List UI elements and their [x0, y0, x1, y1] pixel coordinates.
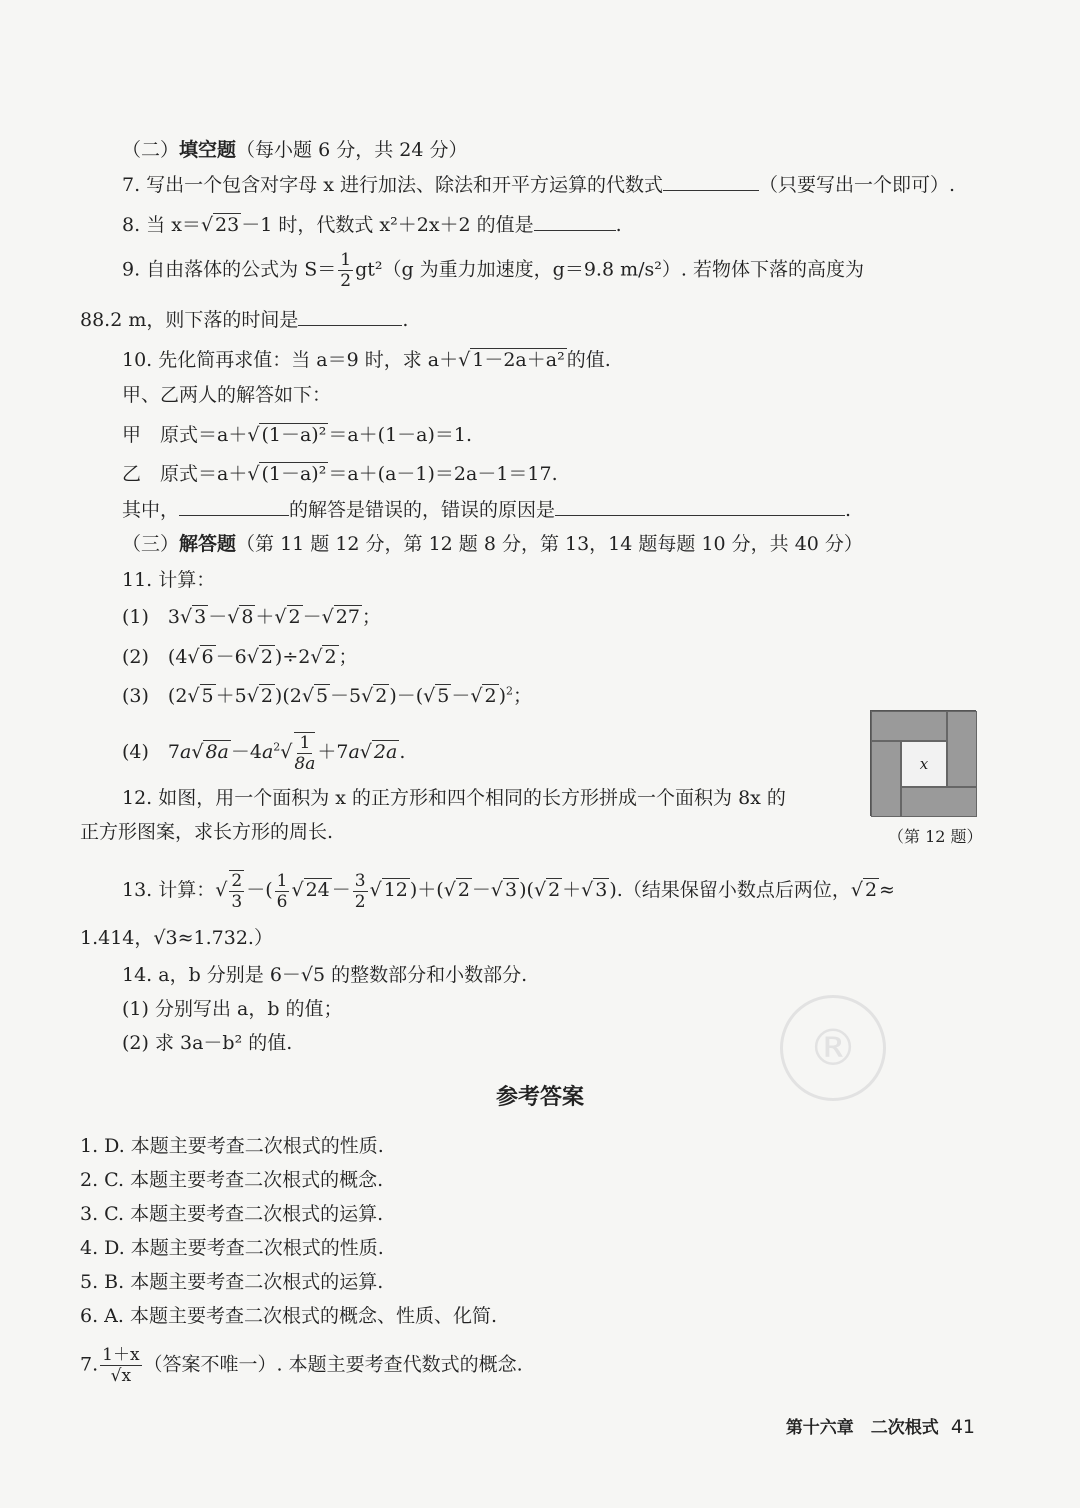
section2-heading — [122, 137, 467, 163]
question-10: 10. 先化简再求值：当 a＝9 时，求 a＋√ 1－2a＋a² 的值. — [122, 349, 611, 371]
q13-post: （结果保留小数点后两位， — [622, 879, 851, 901]
section-note: （第 11 题 12 分，第 12 题 8 分，第 13，14 题每题 10 分，共 40 分） — [236, 533, 863, 555]
q14-line1: 14. a，b 分别是 6－√5 的整数部分和小数部分. — [122, 964, 528, 986]
answer-item: 2. C. 本题主要考查二次根式的概念. — [80, 1169, 384, 1191]
q13-pre: 13. 计算： — [122, 879, 216, 901]
part-label: (2) — [122, 646, 149, 668]
q10-post: 的值. — [566, 349, 611, 371]
q12-figure-caption: （第 12 题） — [888, 827, 983, 846]
q7-after: （只要写出一个即可）. — [758, 174, 956, 196]
question-9-line2: 88.2 m，则下落的时间是 . — [80, 309, 409, 331]
solution-radicand: (1－a)² — [261, 424, 327, 446]
solution-post: ＝a＋(1－a)＝1. — [328, 424, 473, 446]
fraction-numerator: 1 — [340, 250, 352, 270]
question-13: 13. 计算：√ $\frac{2}{3}$ －( $\frac{1}{6}$ √ 24 － $\frac{3}{2}$ √ 12 )＋(√ 2 －√ 3 )(√ 2 ＋√ 3 ).（结果保留小数点后两位，√ 2 ≈ — [122, 870, 895, 912]
q11-part1: (1) 3√ 3 －√ 8 ＋√ 2 －√ 27 ； — [122, 606, 381, 628]
solution-radicand: (1－a)² — [261, 463, 327, 485]
center-square: x — [901, 741, 947, 787]
question-9 — [122, 250, 864, 291]
fraction — [100, 1345, 141, 1386]
section-note: （每小题 6 分，共 24 分） — [236, 139, 468, 161]
answer-item: 5. B. 本题主要考查二次根式的运算. — [80, 1271, 384, 1293]
page-footer — [786, 1413, 975, 1438]
answer-number: 7. — [80, 1353, 99, 1376]
section-label: （二） — [122, 139, 180, 161]
section3-heading — [122, 531, 863, 557]
answer-blank — [555, 497, 845, 516]
answer-text: （答案不唯一）. 本题主要考查代数式的概念. — [143, 1353, 523, 1376]
fraction-denominator: 2 — [340, 271, 352, 291]
q11-part4: (4) 7a√ $8a -4a^2√$ $\frac{1}{8a}$ ＋7a√ 2a . — [122, 733, 406, 774]
page-number: 41 — [950, 1416, 975, 1438]
q10-q-pre: 其中， — [122, 499, 180, 521]
q11-part2: (2) (4√ 6 －6√ 2 )÷2√ 2 ； — [122, 646, 358, 668]
answer-blank — [179, 497, 289, 516]
q10-question: 其中， 的解答是错误的，错误的原因是 . — [122, 499, 852, 521]
chapter-title: 第十六章 二次根式 — [785, 1418, 939, 1438]
q10-solution-jia: 甲 原式＝a＋√ (1－a)² ＝a＋(1－a)＝1. — [122, 424, 473, 446]
answer-item: 1. D. 本题主要考查二次根式的性质. — [80, 1135, 384, 1157]
q10-solution-yi: 乙 原式＝a＋√ (1－a)² ＝a＋(a－1)＝2a－1＝17. — [122, 463, 558, 485]
rectangle-piece — [947, 711, 977, 787]
solver-label: 甲 — [122, 424, 142, 446]
answers-title: 参考答案 — [495, 1085, 584, 1110]
part-label: (1) — [122, 606, 149, 628]
rectangle-piece — [871, 741, 901, 817]
rectangle-piece — [871, 711, 947, 741]
answer-item: 3. C. 本题主要考查二次根式的运算. — [80, 1203, 384, 1225]
answer-blank — [298, 307, 402, 326]
answer-item-7 — [80, 1345, 523, 1386]
q14-part2: (2) 求 3a－b² 的值. — [122, 1032, 293, 1054]
solution-pre: 原式＝a＋ — [160, 424, 248, 446]
q10-radicand: 1－2a＋a² — [472, 349, 565, 371]
fraction — [338, 250, 353, 291]
fraction-numerator: 1＋x — [102, 1345, 140, 1365]
solution-pre: 原式＝a＋ — [160, 463, 248, 485]
registered-watermark: ® — [780, 995, 886, 1101]
q11-head: 11. 计算： — [122, 569, 216, 591]
q12-figure — [870, 710, 976, 816]
solver-label: 乙 — [122, 463, 142, 485]
q8-radicand: 23 — [215, 214, 240, 236]
rectangle-piece — [901, 787, 977, 817]
question-7 — [122, 172, 955, 198]
q13-line2: 1.414，√3≈1.732.） — [80, 927, 273, 949]
section-label: （三） — [122, 533, 180, 555]
answer-item: 6. A. 本题主要考查二次根式的概念、性质、化简. — [80, 1305, 498, 1327]
q14-part1: (1) 分别写出 a，b 的值； — [122, 998, 343, 1020]
q9-pre: 9. 自由落体的公式为 S＝ — [122, 258, 337, 281]
q10-q-mid: 的解答是错误的，错误的原因是 — [289, 499, 556, 521]
part-label: (4) — [122, 741, 149, 763]
q8-post: －1 时，代数式 x²＋2x＋2 的值是 — [241, 214, 534, 236]
q10-intro: 甲、乙两人的解答如下： — [122, 384, 332, 406]
q8-pre: 8. 当 x＝ — [122, 214, 201, 236]
part-label: (3) — [122, 685, 149, 707]
solution-post: ＝a＋(a－1)＝2a－1＝17. — [328, 463, 558, 485]
fraction-denominator: √x — [110, 1366, 132, 1386]
section-name: 填空题 — [179, 139, 237, 161]
q9-line2-text: 88.2 m，则下落的时间是 — [80, 309, 299, 331]
q10-pre: 10. 先化简再求值：当 a＝9 时，求 a＋ — [122, 349, 459, 371]
answer-item: 4. D. 本题主要考查二次根式的性质. — [80, 1237, 384, 1259]
question-8: 8. 当 x＝√ 23 －1 时，代数式 x²＋2x＋2 的值是 . — [122, 214, 622, 236]
q7-text: 7. 写出一个包含对字母 x 进行加法、除法和开平方运算的代数式 — [122, 174, 663, 196]
answer-blank — [663, 172, 759, 191]
q9-post: gt²（g 为重力加速度，g＝9.8 m/s²）. 若物体下落的高度为 — [355, 258, 864, 281]
q12-line2: 正方形图案，求长方形的周长. — [80, 821, 334, 843]
q11-part3: (3) (2√ 5 ＋5√ 2 )(2√ 5 －5√ 2 )－(√ 5 －√ 2 )$^2$； — [122, 684, 533, 707]
answer-blank — [534, 212, 616, 231]
q12-line1: 12. 如图，用一个面积为 x 的正方形和四个相同的长方形拼成一个面积为 8x 的 — [122, 787, 786, 809]
section-name: 解答题 — [179, 533, 237, 555]
